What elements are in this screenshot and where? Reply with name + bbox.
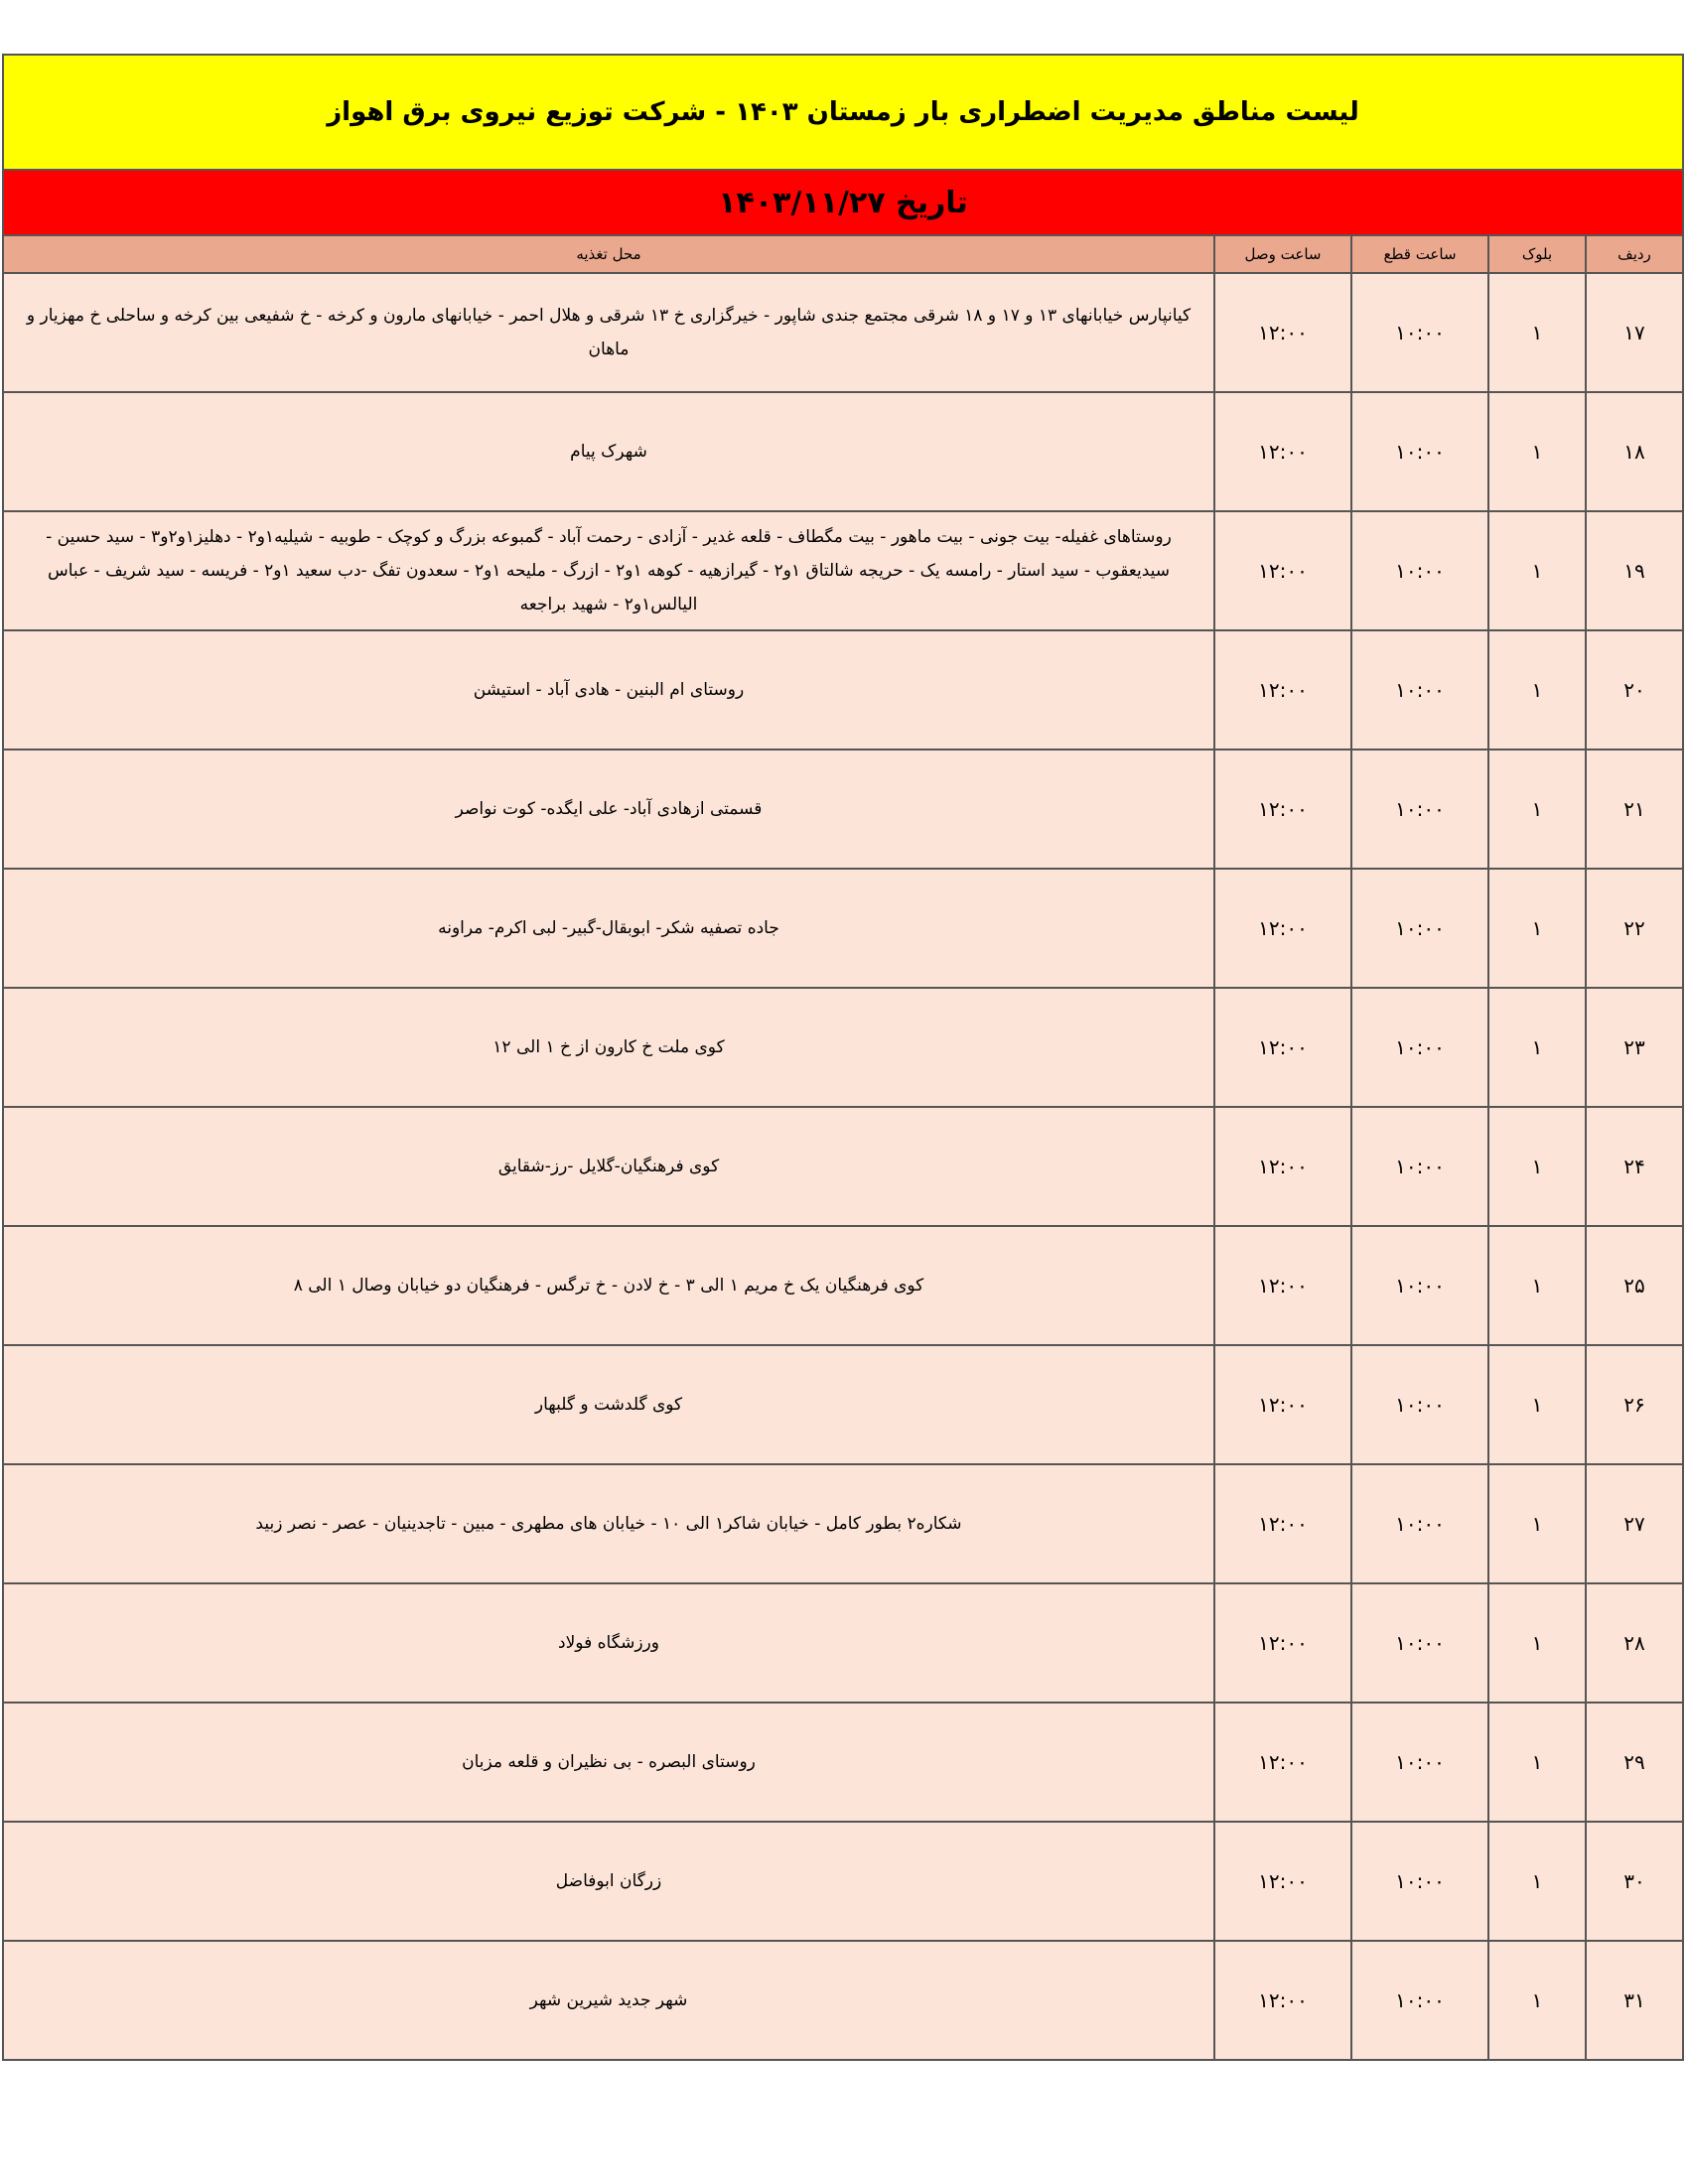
table-row [3,1345,1683,1464]
cell-block: ۱ [1488,1345,1586,1464]
cell-connect-time: ۱۲:۰۰ [1214,630,1351,750]
table-row [3,1583,1683,1703]
outage-table [2,234,1684,2061]
cell-location: روستای البصره - بی نظیران و قلعه مزبان [3,1703,1214,1822]
date-label: تاریخ ۱۴۰۳/۱۱/۲۷ [718,185,968,220]
cell-location: کوی ملت خ کارون از خ ۱ الی ۱۲ [3,988,1214,1107]
cell-location: جاده تصفیه شکر- ابوبقال-گبیر- لبی اکرم- مراونه [3,869,1214,988]
cell-connect-time: ۱۲:۰۰ [1214,1345,1351,1464]
cell-location: کوی فرهنگیان یک خ مریم ۱ الی ۳ - خ لادن - خ ترگس - فرهنگیان دو خیابان وصال ۱ الی ۸ [3,1226,1214,1345]
cell-location: قسمتی ازهادی آباد- علی ایگده- کوت نواصر [3,750,1214,869]
cell-block: ۱ [1488,1464,1586,1583]
cell-row-number: ۱۸ [1586,392,1683,511]
table-row [3,511,1683,630]
cell-row-number: ۲۵ [1586,1226,1683,1345]
header-row-number: ردیف [1586,235,1683,273]
date-bar [2,171,1684,234]
cell-block: ۱ [1488,392,1586,511]
table-row [3,273,1683,392]
cell-row-number: ۲۳ [1586,988,1683,1107]
cell-location: ورزشگاه فولاد [3,1583,1214,1703]
cell-cut-time: ۱۰:۰۰ [1351,1583,1488,1703]
cell-block: ۱ [1488,1583,1586,1703]
table-row [3,1226,1683,1345]
cell-location: روستای ام البنین - هادی آباد - استیشن [3,630,1214,750]
cell-cut-time: ۱۰:۰۰ [1351,1703,1488,1822]
cell-cut-time: ۱۰:۰۰ [1351,1941,1488,2060]
cell-cut-time: ۱۰:۰۰ [1351,630,1488,750]
cell-block: ۱ [1488,1107,1586,1226]
table-row [3,750,1683,869]
cell-connect-time: ۱۲:۰۰ [1214,392,1351,511]
cell-connect-time: ۱۲:۰۰ [1214,988,1351,1107]
cell-cut-time: ۱۰:۰۰ [1351,273,1488,392]
cell-connect-time: ۱۲:۰۰ [1214,1464,1351,1583]
cell-row-number: ۲۶ [1586,1345,1683,1464]
cell-block: ۱ [1488,511,1586,630]
cell-connect-time: ۱۲:۰۰ [1214,511,1351,630]
cell-row-number: ۲۱ [1586,750,1683,869]
cell-connect-time: ۱۲:۰۰ [1214,1703,1351,1822]
cell-cut-time: ۱۰:۰۰ [1351,1822,1488,1941]
cell-row-number: ۲۹ [1586,1703,1683,1822]
cell-block: ۱ [1488,1226,1586,1345]
header-block: بلوک [1488,235,1586,273]
table-row [3,1464,1683,1583]
cell-connect-time: ۱۲:۰۰ [1214,750,1351,869]
cell-location: شهر جدید شیرین شهر [3,1941,1214,2060]
cell-cut-time: ۱۰:۰۰ [1351,869,1488,988]
cell-block: ۱ [1488,988,1586,1107]
cell-connect-time: ۱۲:۰۰ [1214,1583,1351,1703]
cell-location: روستاهای غفیله- بیت جونی - بیت ماهور - بیت مگطاف - قلعه غدیر - آزادی - رحمت آباد - گمبوعه بزرگ و کوچک - طوبیه - شیلیه۱و۲ - دهلیز۱و۲و۳ - سید حسین - سیدیعقوب - سید استار - رامسه یک - حریجه شالتاق ۱و۲ - گیرازهیه - کوهه ۱و۲ - ازرگ - ملیحه ۱و۲ - سعدون تفگ -دب سعید ۱و۲ - فریسه - سید شریف - عباس الیالس۱و۲ - شهید براجعه [3,511,1214,630]
cell-location: کیانپارس خیابانهای ۱۳ و ۱۷ و ۱۸ شرقی مجتمع جندی شاپور - خیرگزاری خ ۱۳ شرقی و هلال احمر - خیابانهای مارون و کرخه - خ شفیعی بین کرخه و ساحلی خ مهزیار و ماهان [3,273,1214,392]
cell-row-number: ۲۷ [1586,1464,1683,1583]
cell-location: کوی گلدشت و گلبهار [3,1345,1214,1464]
cell-connect-time: ۱۲:۰۰ [1214,869,1351,988]
cell-block: ۱ [1488,1703,1586,1822]
cell-cut-time: ۱۰:۰۰ [1351,1464,1488,1583]
cell-connect-time: ۱۲:۰۰ [1214,1941,1351,2060]
outage-sheet [2,54,1684,2061]
cell-location: شکاره۲ بطور کامل - خیابان شاکر۱ الی ۱۰ - خیابان های مطهری - مبین - تاجدینیان - عصر - نصر زبید [3,1464,1214,1583]
cell-row-number: ۱۷ [1586,273,1683,392]
table-row [3,1107,1683,1226]
cell-connect-time: ۱۲:۰۰ [1214,1107,1351,1226]
cell-row-number: ۲۰ [1586,630,1683,750]
table-row [3,988,1683,1107]
table-row [3,1822,1683,1941]
cell-block: ۱ [1488,1822,1586,1941]
cell-cut-time: ۱۰:۰۰ [1351,1345,1488,1464]
table-body [3,273,1683,2060]
cell-location: کوی فرهنگیان-گلایل -رز-شقایق [3,1107,1214,1226]
table-row [3,1703,1683,1822]
table-row [3,630,1683,750]
table-row [3,392,1683,511]
cell-row-number: ۳۱ [1586,1941,1683,2060]
header-cut-time: ساعت قطع [1351,235,1488,273]
cell-location: شهرک پیام [3,392,1214,511]
cell-row-number: ۱۹ [1586,511,1683,630]
table-header-row [3,235,1683,273]
cell-block: ۱ [1488,273,1586,392]
cell-row-number: ۲۴ [1586,1107,1683,1226]
cell-cut-time: ۱۰:۰۰ [1351,1107,1488,1226]
cell-row-number: ۲۲ [1586,869,1683,988]
cell-cut-time: ۱۰:۰۰ [1351,511,1488,630]
header-connect-time: ساعت وصل [1214,235,1351,273]
cell-location: زرگان ابوفاضل [3,1822,1214,1941]
header-location: محل تغذیه [3,235,1214,273]
cell-connect-time: ۱۲:۰۰ [1214,1226,1351,1345]
cell-block: ۱ [1488,630,1586,750]
title-bar [2,54,1684,171]
cell-row-number: ۳۰ [1586,1822,1683,1941]
cell-cut-time: ۱۰:۰۰ [1351,1226,1488,1345]
cell-block: ۱ [1488,1941,1586,2060]
page-title: لیست مناطق مدیریت اضطراری بار زمستان ۱۴۰۳ - شرکت توزیع نیروی برق اهواز [327,97,1359,127]
cell-cut-time: ۱۰:۰۰ [1351,988,1488,1107]
cell-row-number: ۲۸ [1586,1583,1683,1703]
cell-cut-time: ۱۰:۰۰ [1351,392,1488,511]
table-row [3,869,1683,988]
cell-connect-time: ۱۲:۰۰ [1214,273,1351,392]
cell-block: ۱ [1488,750,1586,869]
cell-connect-time: ۱۲:۰۰ [1214,1822,1351,1941]
cell-cut-time: ۱۰:۰۰ [1351,750,1488,869]
cell-block: ۱ [1488,869,1586,988]
table-row [3,1941,1683,2060]
